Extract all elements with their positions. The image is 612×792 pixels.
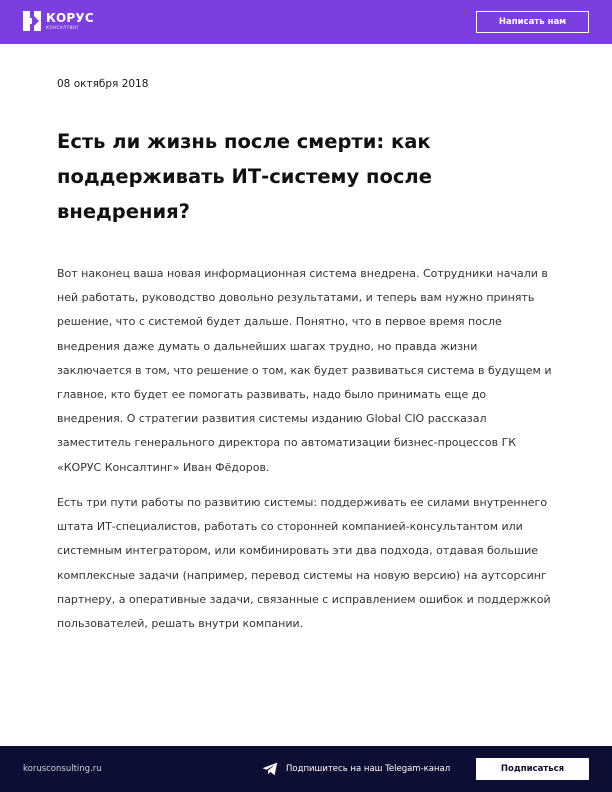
korus-logo-icon bbox=[22, 10, 42, 32]
article-date: 08 октября 2018 bbox=[57, 78, 149, 90]
logo-name: КОРУС bbox=[46, 11, 94, 25]
telegram-subscribe-text[interactable]: Подпишитесь на наш Telegam-канал bbox=[286, 764, 451, 774]
article-paragraph-1: Вот наконец ваша новая информационная система внедрена. Сотрудники начали в ней работать, руководство довольно результатами, и теперь вам нужно принять решение, что с системой будет дальше. Понятно, что в первое время после внедрения даже думать о дальнейших шагах трудно, но правда жизни заключается в том, что решение о том, как будет развиваться система в будущем и главное, кто будет ее помогать развивать, надо было принимать еще до внедрения. О стратегии развития системы изданию Global CIO рассказал заместитель генерального директора по автоматизации бизнес-процессов ГК «КОРУС Консалтинг» Иван Фёдоров. bbox=[57, 267, 552, 474]
subscribe-button[interactable]: Подписаться bbox=[476, 758, 589, 780]
site-footer bbox=[0, 746, 612, 792]
article-paragraph-2: Есть три пути работы по развитию системы: поддерживать ее силами внутреннего штата ИТ-специалистов, работать со сторонней компанией-консультантом или системным интегратором, или комбинировать эти два подхода, отдавая большие комплексные задачи (например, перевод системы на новую версию) на аутсорсинг партнеру, а оперативные задачи, связанные с исправлением ошибок и поддержкой пользователей, решать внутри компании. bbox=[57, 496, 551, 631]
korus-logo[interactable] bbox=[22, 10, 94, 32]
site-header bbox=[0, 0, 612, 44]
telegram-icon[interactable] bbox=[262, 762, 278, 776]
logo-subtitle: КОНСАЛТИНГ bbox=[46, 25, 80, 30]
article-title: Есть ли жизнь после смерти: как поддерживать ИТ-систему после внедрения? bbox=[57, 130, 432, 223]
write-us-button[interactable]: Написать нам bbox=[476, 11, 589, 33]
site-link[interactable]: korusconsulting.ru bbox=[23, 764, 102, 774]
